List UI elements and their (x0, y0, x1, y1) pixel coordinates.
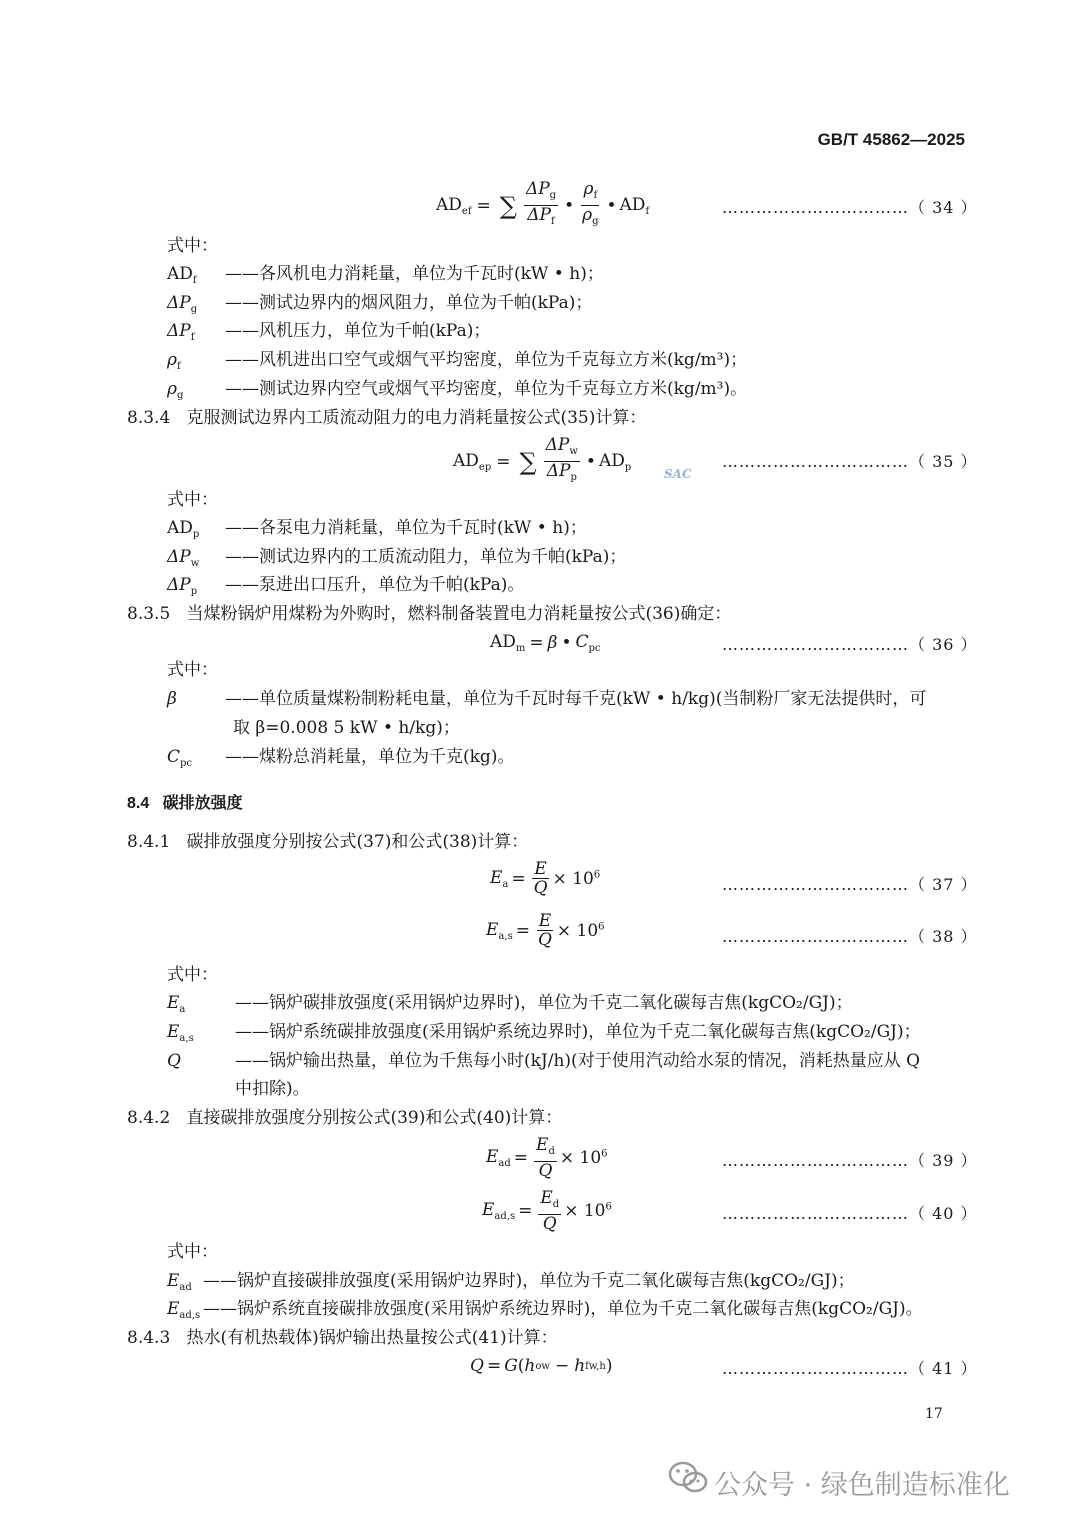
equals-sign: = (476, 195, 491, 216)
formula-text: $E_{a,s}$ (486, 919, 513, 942)
where-label: 式中： (167, 490, 218, 510)
definition-line: 取 β=0.008 5 kW • h/kg)； (233, 718, 460, 738)
equals-sign: = (513, 1148, 529, 1168)
formula-34 (436, 180, 649, 231)
formula-text: × $10^6$ (556, 920, 605, 941)
formula-text: × $10^6$ (552, 868, 601, 889)
where-label: 式中： (167, 1242, 218, 1262)
equals-sign: = (529, 633, 544, 653)
equals-sign: = (515, 920, 530, 941)
standard-number: GB/T 45862—2025 (817, 130, 965, 149)
fraction: $\frac{E_d}{Q}$ (536, 1135, 555, 1181)
clause-8-3-5: 8.3.5 当煤粉锅炉用煤粉为外购时，燃料制备装置电力消耗量按公式(36)确定： (127, 604, 732, 624)
formula-text: $E_{ad}$ (486, 1147, 511, 1169)
formula-text: × $10^6$ (564, 1201, 612, 1221)
formula-41: Q = G ( h ow − h fw,h ) (470, 1356, 613, 1376)
formula-text: $AD_m$ (490, 632, 526, 654)
definition-line: $\Delta P_g$ ——测试边界内的烟风阻力，单位为千帕(kPa)； (167, 293, 593, 315)
clause-8-4-1: 8.4.1 碳排放强度分别按公式(37)和公式(38)计算： (127, 832, 529, 852)
definition-line: 中扣除)。 (235, 1079, 310, 1099)
dot-operator: • (561, 633, 572, 653)
fraction: $\frac{\Delta P_g}{\Delta P_f}$ (525, 179, 557, 227)
definition-line: $C_{pc}$ ——煤粉总消耗量，单位为千克(kg)。 (167, 747, 515, 769)
formula-text: $E_a$ (490, 867, 509, 890)
equation-number: ……………………………（ 40 ） (722, 1204, 978, 1223)
page-number: 17 (925, 1406, 943, 1422)
definition-line: $\Delta P_w$ ——测试边界内的工质流动阻力，单位为千帕(kPa)； (167, 547, 627, 569)
dot-operator: • (606, 195, 617, 216)
equation-number: ……………………………（ 35 ） (722, 452, 978, 471)
definition-line: $AD_f$ ——各风机电力消耗量，单位为千瓦时(kW • h)； (167, 264, 604, 286)
formula-39 (486, 1136, 608, 1180)
formula-text: $E_{ad,s}$ (482, 1200, 516, 1222)
equation-number: ……………………………（ 39 ） (722, 1151, 978, 1170)
formula-text: $C_{pc}$ (575, 632, 601, 654)
definition-line: $E_{a,s}$ ——锅炉系统碳排放强度(采用锅炉系统边界时)，单位为千克二氧化碳每吉焦(kgCO₂/GJ)； (167, 1022, 921, 1044)
dot-operator: • (585, 451, 596, 472)
formula-38 (486, 912, 605, 949)
where-label: 式中： (167, 236, 218, 256)
definition-line: $E_{ad}$ ——锅炉直接碳排放强度(采用锅炉边界时)，单位为千克二氧化碳每吉焦(kgCO₂/GJ)； (167, 1271, 855, 1293)
equals-sign: = (518, 1201, 533, 1221)
formula-text: × $10^6$ (559, 1148, 608, 1168)
wechat-icon (668, 1460, 708, 1500)
definition-line: $\Delta P_f$ ——风机压力，单位为千帕(kPa)； (167, 321, 491, 343)
clause-8-4-2: 8.4.2 直接碳排放强度分别按公式(39)和公式(40)计算： (127, 1108, 563, 1128)
definition-line: Q ——锅炉输出热量，单位为千焦每小时(kJ/h)(对于使用汽动给水泵的情况，消耗热量应从 Q (167, 1051, 921, 1071)
fraction: $\frac{\Delta P_w}{\Delta P_p}$ (545, 435, 578, 483)
definition-line: $E_{ad,s}$ ——锅炉系统直接碳排放强度(采用锅炉系统边界时)，单位为千克二氧化碳每吉焦(kgCO₂/GJ)。 (167, 1299, 923, 1321)
formula-35 (453, 436, 631, 487)
definition-line: $\rho_f$ ——风机进出口空气或烟气平均密度，单位为千克每立方米(kg/m³)； (167, 350, 748, 372)
equals-sign: = (511, 868, 526, 889)
definition-line: β ——单位质量煤粉制粉耗电量，单位为千瓦时每千克(kW • h/kg)(当制粉厂家无法提供时，可 (167, 689, 927, 709)
fraction: $\frac{E}{Q}$ (533, 859, 548, 898)
dot-operator: • (564, 195, 575, 216)
equation-number: ……………………………（ 37 ） (722, 875, 978, 894)
sum-sign: ∑ (499, 191, 517, 220)
equation-number: ……………………………（ 38 ） (722, 927, 978, 946)
formula-text: $AD_{ef}$ (436, 194, 472, 217)
watermark-text: 公众号 · 绿色制造标准化 (714, 1470, 1010, 1501)
definition-line: $E_a$ ——锅炉碳排放强度(采用锅炉边界时)，单位为千克二氧化碳每吉焦(kgCO₂/GJ)； (167, 993, 853, 1015)
equals-sign: = (496, 451, 511, 472)
equation-number: ……………………………（ 41 ） (722, 1359, 978, 1378)
formula-36 (490, 632, 601, 654)
formula-text: $AD_f$ (619, 194, 650, 217)
sac-logo-icon: SAC (664, 467, 692, 481)
formula-text: $AD_{ep}$ (453, 450, 492, 473)
equation-number: ……………………………（ 36 ） (722, 635, 978, 654)
fraction: $\frac{E_d}{Q}$ (540, 1188, 560, 1234)
clause-8-4-3: 8.4.3 热水(有机热载体)锅炉输出热量按公式(41)计算： (127, 1328, 558, 1348)
where-label: 式中： (167, 965, 218, 985)
where-label: 式中： (167, 660, 218, 680)
fraction: $\frac{E}{Q}$ (537, 911, 552, 950)
clause-8-3-4: 8.3.4 克服测试边界内工质流动阻力的电力消耗量按公式(35)计算： (127, 408, 647, 428)
definition-line: $AD_p$ ——各泵电力消耗量，单位为千瓦时(kW • h)； (167, 518, 587, 540)
section-heading: 8.4 碳排放强度 (127, 795, 243, 812)
formula-37 (490, 860, 600, 897)
sum-sign: ∑ (519, 447, 537, 476)
beta-symbol: β (547, 633, 558, 653)
equation-number: ……………………………（ 34 ） (722, 198, 978, 217)
formula-text: $AD_p$ (598, 450, 632, 473)
definition-line: $\rho_g$ ——测试边界内空气或烟气平均密度，单位为千克每立方米(kg/m³)。 (167, 379, 748, 401)
formula-40 (482, 1189, 612, 1233)
fraction: $\frac{\rho_f}{\rho_g}$ (582, 179, 599, 227)
definition-line: $\Delta P_p$ ——泵进出口压升，单位为千帕(kPa)。 (167, 575, 525, 597)
